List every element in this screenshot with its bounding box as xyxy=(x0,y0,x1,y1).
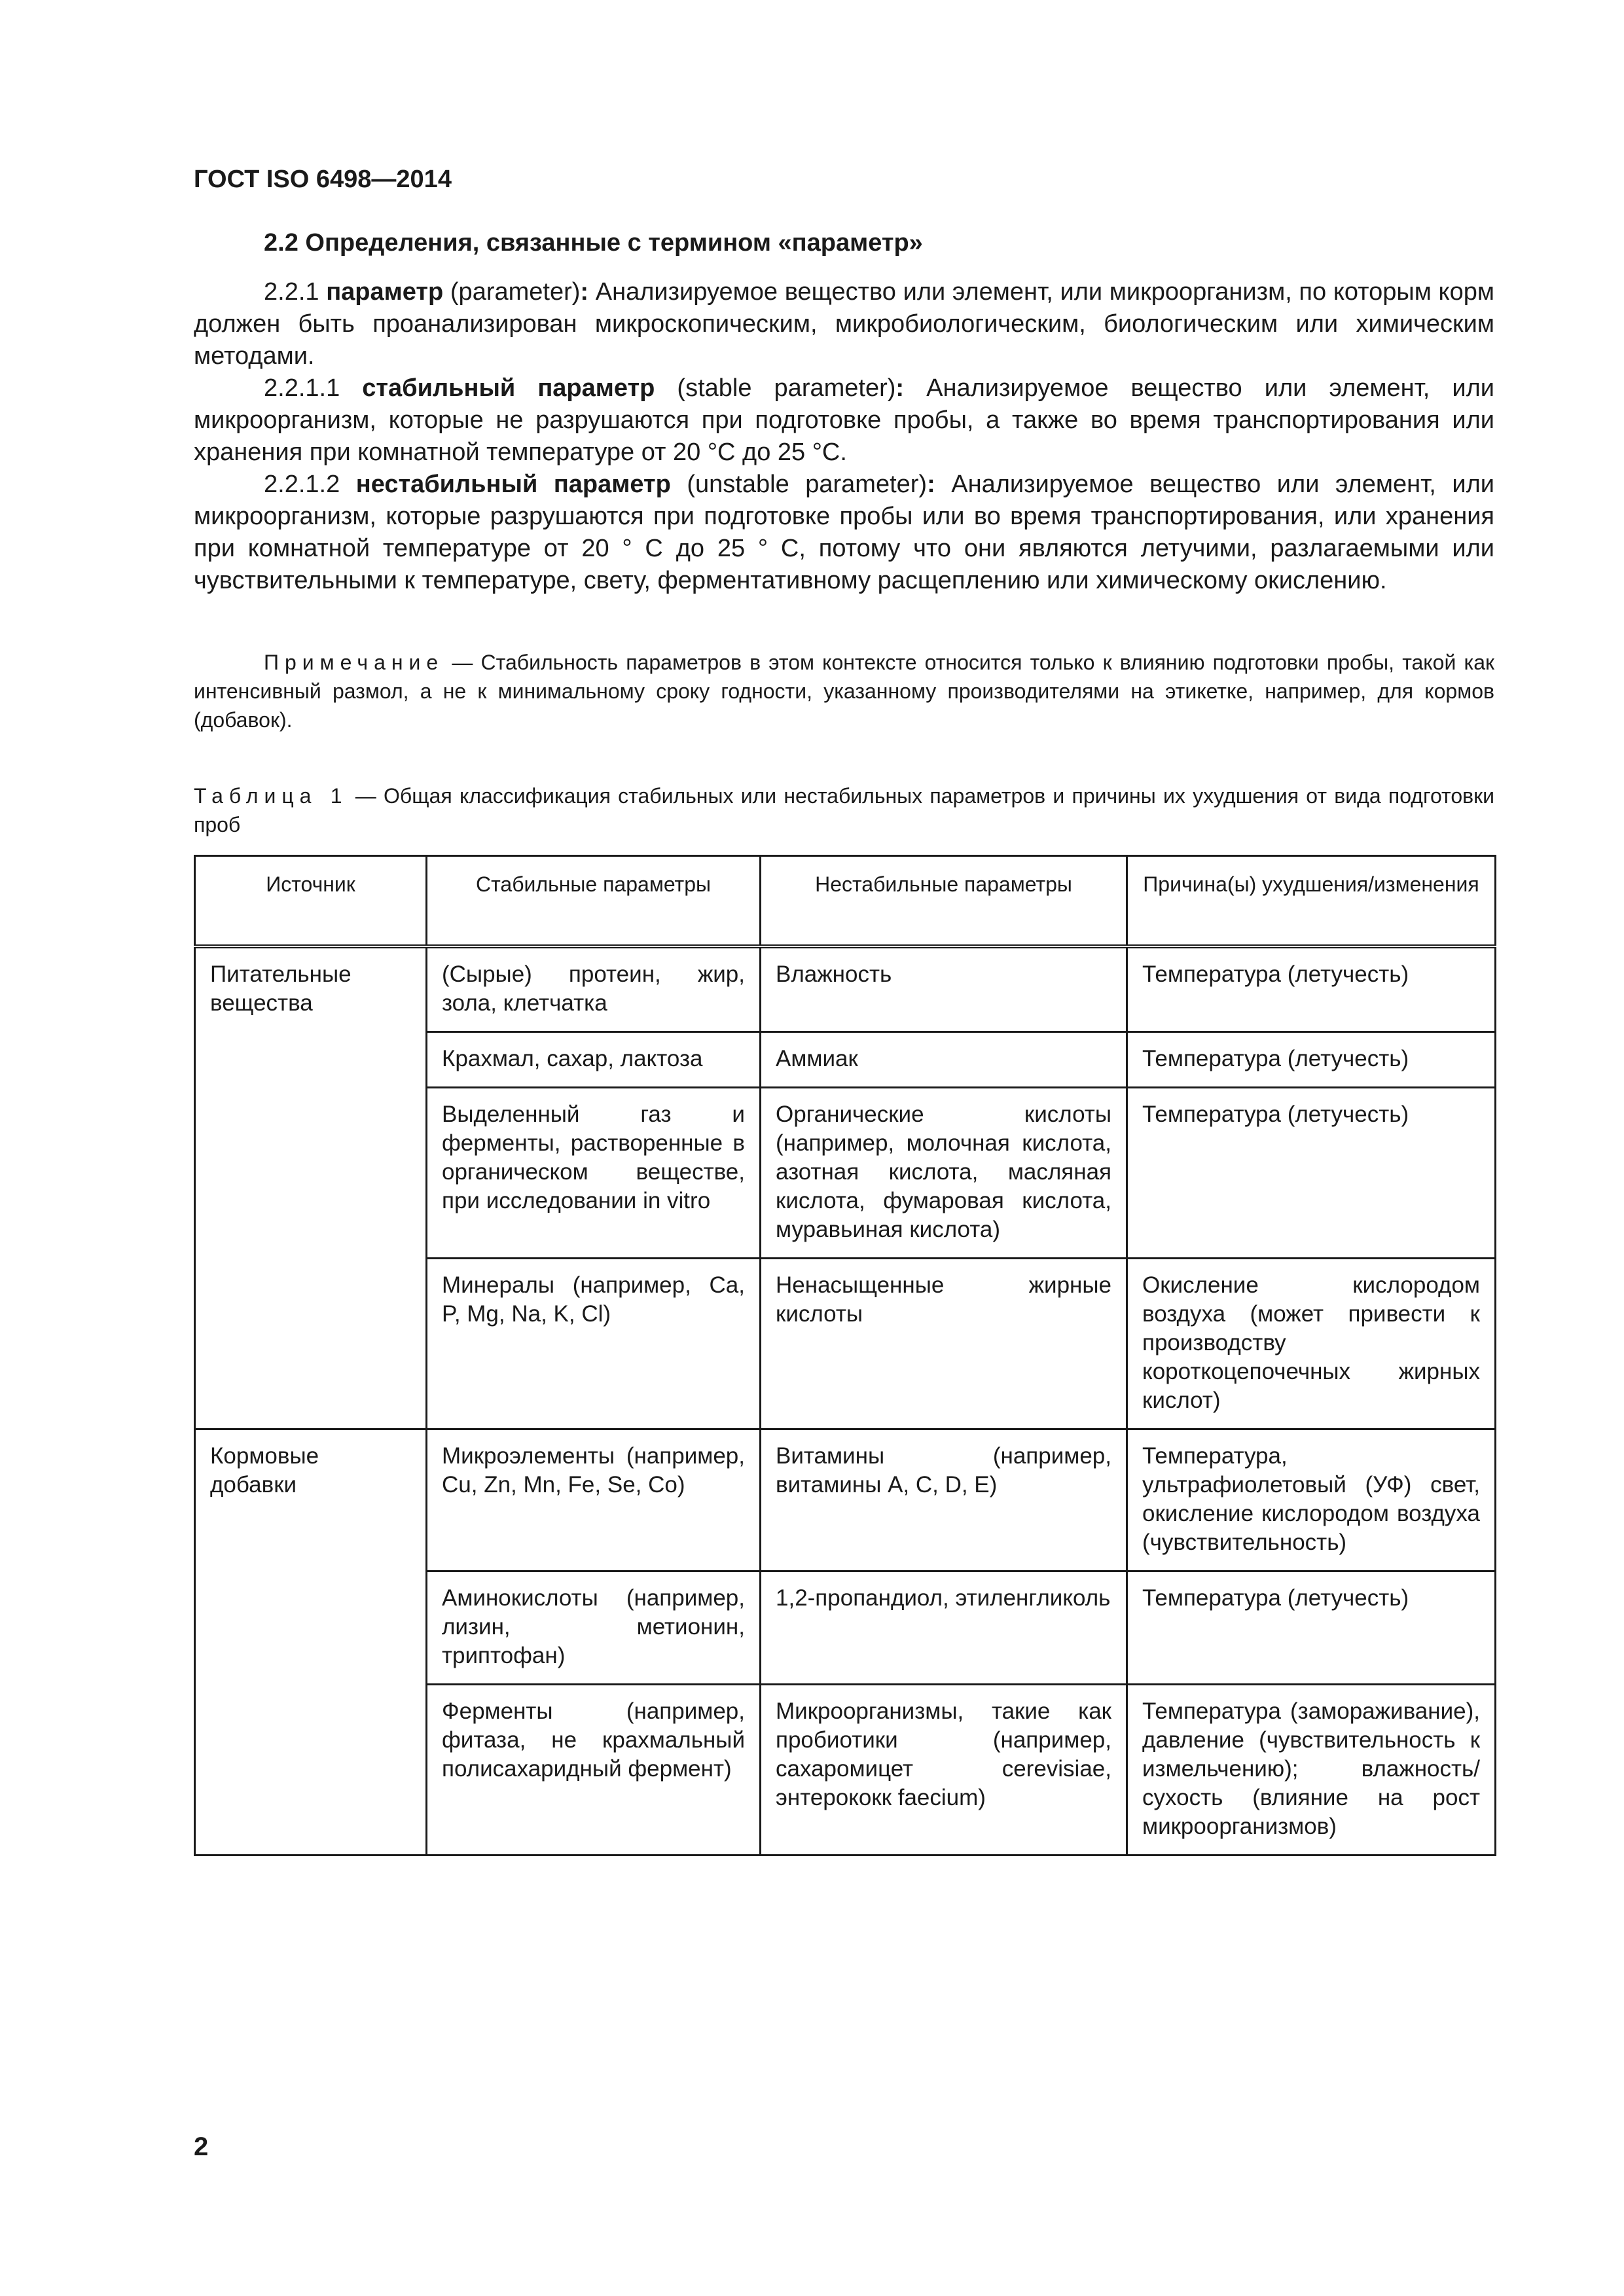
table-caption-text: — Общая классификация стабильных или нестабильных параметров и причины их ухудшения от вида подготовки проб xyxy=(194,784,1495,836)
definition-number: 2.2.1.1 xyxy=(264,374,340,402)
stable-cell: (Сырые) протеин, жир, зола, клетчатка xyxy=(427,946,761,1032)
header-unstable: Нестабильные параметры xyxy=(761,856,1127,947)
definition-english: (unstable parameter) xyxy=(687,471,928,498)
unstable-cell: 1,2-пропандиол, этиленгликоль xyxy=(761,1571,1127,1685)
table-caption-label: Таблица 1 xyxy=(194,784,348,808)
document-code: ГОСТ ISO 6498—2014 xyxy=(194,166,452,193)
cause-cell: Температура (замораживание), давление (чувствительность к измельчению); влажность/сухость (влияние на рост микроорганизмов) xyxy=(1127,1685,1496,1856)
header-stable: Стабильные параметры xyxy=(427,856,761,947)
table-caption xyxy=(194,781,1494,839)
definition-parameter: 2.2.1 параметр (parameter): Анализируемое вещество или элемент, или микроорганизм, по которым корм должен быть проанализирован микроскопическим, микробиологическим, биологическим или химическим методами. xyxy=(194,278,1494,370)
unstable-cell: Органические кислоты (например, молочная кислота, азотная кислота, масляная кислота, фумаровая кислота, муравьиная кислота) xyxy=(761,1088,1127,1259)
definition-english: (parameter) xyxy=(450,278,581,306)
note-text: — Стабильность параметров в этом контексте относится только к влиянию подготовки пробы, такой как интенсивный размол, а не к минимальному сроку годности, указанному производителями на этикетке, например, для кормов (добавок). xyxy=(194,651,1494,732)
definition-number: 2.2.1 xyxy=(264,278,319,306)
stable-cell: Выделенный газ и ферменты, растворенные в органическом веществе, при исследовании in vitro xyxy=(427,1088,761,1259)
stable-cell: Микроэлементы (например, Cu, Zn, Mn, Fe, Se, Co) xyxy=(427,1429,761,1571)
table-header-row xyxy=(195,856,1496,947)
unstable-cell: Ненасыщенные жирные кислоты xyxy=(761,1259,1127,1429)
classification-table xyxy=(194,855,1496,1856)
table-row xyxy=(195,1429,1496,1571)
cause-cell: Температура (летучесть) xyxy=(1127,1571,1496,1685)
cause-cell: Температура, ультрафиолетовый (УФ) свет, окисление кислородом воздуха (чувствительность) xyxy=(1127,1429,1496,1571)
stable-cell: Крахмал, сахар, лактоза xyxy=(427,1032,761,1088)
source-cell: Кормовые добавки xyxy=(195,1429,427,1856)
definition-text: Анализируемое вещество или элемент, или микроорганизм, по которым корм должен быть проанализирован микроскопическим, микробиологическим, биологическим или химическим методами. xyxy=(194,278,1494,370)
note-label: Примечание xyxy=(264,651,444,674)
cause-cell: Температура (летучесть) xyxy=(1127,1032,1496,1088)
definition-unstable-parameter: 2.2.1.2 нестабильный параметр (unstable parameter): Анализируемое вещество или элемент, или микроорганизм, которые разрушаются при подготовке пробы или во время транспортирования, или хранения при комнатной температуре от 20 ° С до 25 ° С, потому что они являются летучими, разлагаемыми или чувствительными к температуре, свету, ферментативному расщеплению или химическому окислению. xyxy=(194,471,1494,594)
stable-cell: Аминокислоты (например, лизин, метионин, триптофан) xyxy=(427,1571,761,1685)
cause-cell: Окисление кислородом воздуха (может привести к производству короткоцепочечных жирных кислот) xyxy=(1127,1259,1496,1429)
unstable-cell: Аммиак xyxy=(761,1032,1127,1088)
definition-english: (stable parameter) xyxy=(677,374,896,402)
unstable-cell: Микроорганизмы, такие как пробиотики (например, сахаромицет cerevisiae, энтерококк faecium) xyxy=(761,1685,1127,1856)
definition-term: нестабильный параметр xyxy=(355,471,671,498)
header-cause: Причина(ы) ухудшения/изменения xyxy=(1127,856,1496,947)
cause-cell: Температура (летучесть) xyxy=(1127,946,1496,1032)
unstable-cell: Витамины (например, витамины A, C, D, E) xyxy=(761,1429,1127,1571)
stable-cell: Минералы (например, Ca, P, Mg, Na, K, Cl) xyxy=(427,1259,761,1429)
definition-stable-parameter: 2.2.1.1 стабильный параметр (stable parameter): Анализируемое вещество или элемент, или микроорганизм, которые не разрушаются при подготовке пробы, а также во время транспортирования или хранения при комнатной температуре от 20 °С до 25 °С. xyxy=(194,374,1495,466)
source-cell: Питательные вещества xyxy=(195,946,427,1429)
definition-number: 2.2.1.2 xyxy=(264,471,340,498)
definition-term: стабильный параметр xyxy=(362,374,655,402)
header-source: Источник xyxy=(195,856,427,947)
section-title: 2.2 Определения, связанные с термином «параметр» xyxy=(264,229,923,257)
page-number: 2 xyxy=(194,2132,209,2161)
table-row xyxy=(195,946,1496,1032)
unstable-cell: Влажность xyxy=(761,946,1127,1032)
note xyxy=(194,648,1494,734)
definition-text: Анализируемое вещество или элемент, или микроорганизм, которые разрушаются при подготовке пробы или во время транспортирования, или хранения при комнатной температуре от 20 ° С до 25 ° С, потому что они являются летучими, разлагаемыми или чувствительными к температуре, свету, ферментативному расщеплению или химическому окислению. xyxy=(194,471,1494,594)
cause-cell: Температура (летучесть) xyxy=(1127,1088,1496,1259)
definition-term: параметр xyxy=(326,278,444,306)
stable-cell: Ферменты (например, фитаза, не крахмальный полисахаридный фермент) xyxy=(427,1685,761,1856)
definition-text: Анализируемое вещество или элемент, или микроорганизм, которые не разрушаются при подготовке пробы, а также во время транспортирования или хранения при комнатной температуре от 20 °С до 25 °С. xyxy=(194,374,1495,466)
